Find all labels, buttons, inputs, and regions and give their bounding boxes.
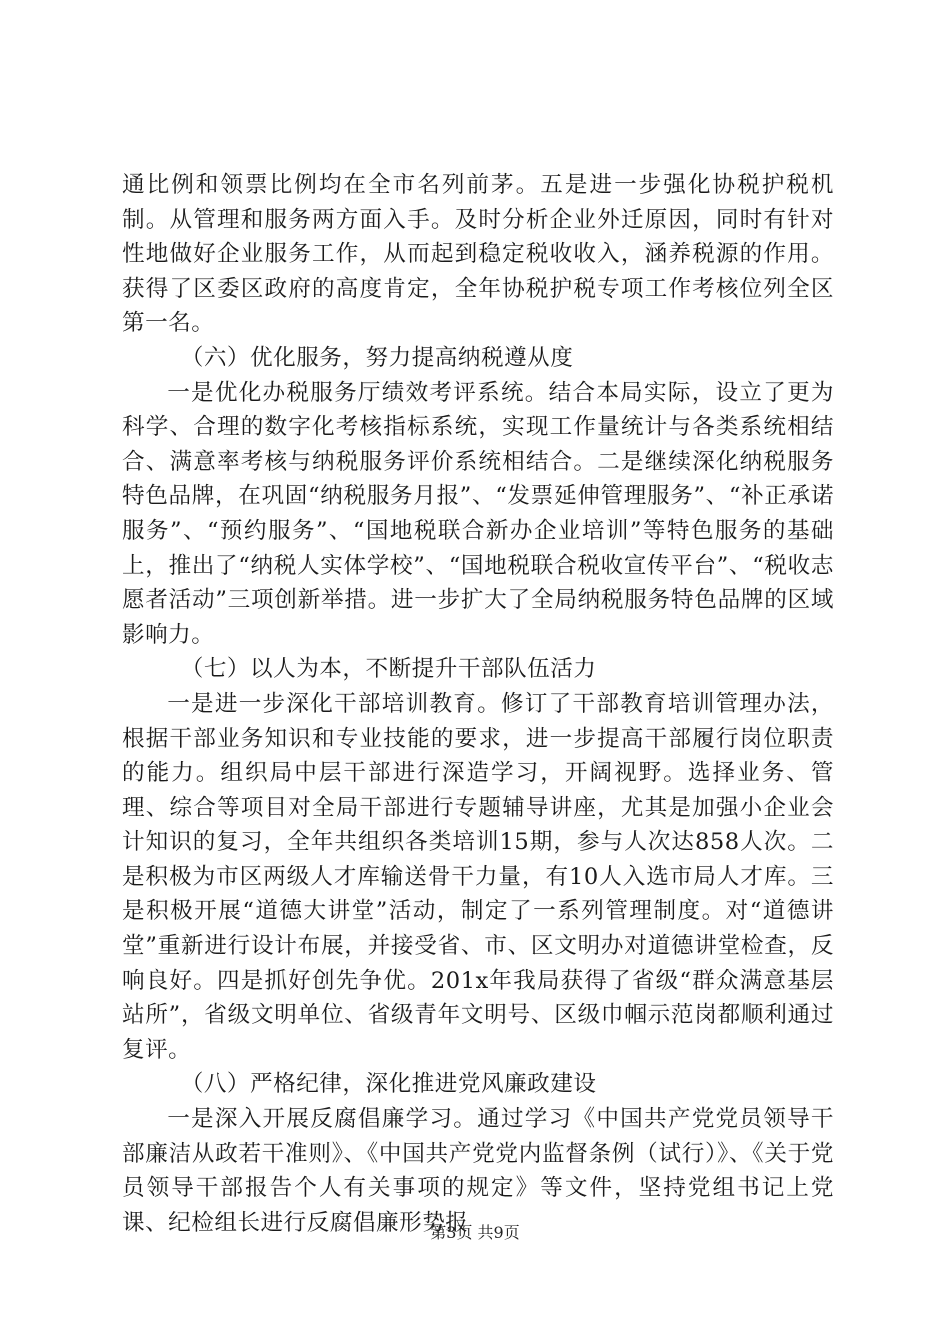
paragraph-service-optimization: 一是优化办税服务厅绩效考评系统。结合本局实际，设立了更为科学、合理的数字化考核指标系统，实现工作量统计与各类系统相结合、满意率考核与纳税服务评价系统相结合。二是继续深化纳税服务特色品牌，在巩固“纳税服务月报”、“发票延伸管理服务”、“补正承诺服务”、“预约服务”、“国地税联合新办企业培训”等特色服务的基础上，推出了“纳税人实体学校”、“国地税联合税收宣传平台”、“税收志愿者活动”三项创新举措。进一步扩大了全局纳税服务特色品牌的区域影响力。 [122, 379, 834, 648]
paragraph-anti-corruption: 一是深入开展反腐倡廉学习。通过学习《中国共产党党员领导干部廉洁从政若干准则》、《中国共产党党内监督条例（试行）》、《关于党员领导干部报告个人有关事项的规定》等文件，坚持党组书记上党课、纪检组长进行反腐倡廉形势报 [122, 1106, 834, 1236]
section-heading-7: （七）以人为本，不断提升干部队伍活力 [180, 656, 597, 683]
page-number-footer: 第3页 共9页 [430, 1223, 520, 1242]
section-heading-8: （八）严格纪律，深化推进党风廉政建设 [180, 1071, 597, 1098]
document-body [122, 168, 834, 1240]
paragraph-tax-cooperation: 通比例和领票比例均在全市名列前茅。五是进一步强化协税护税机制。从管理和服务两方面入手。及时分析企业外迁原因，同时有针对性地做好企业服务工作，从而起到稳定税收收入，涵养税源的作用。获得了区委区政府的高度肯定，全年协税护税专项工作考核位列全区第一名。 [122, 172, 834, 337]
section-heading-6: （六）优化服务，努力提高纳税遵从度 [180, 344, 574, 371]
paragraph-staff-training: 一是进一步深化干部培训教育。修订了干部教育培训管理办法，根据干部业务知识和专业技能的要求，进一步提高干部履行岗位职责的能力。组织局中层干部进行深造学习，开阔视野。选择业务、管理、综合等项目对全局干部进行专题辅导讲座，尤其是加强小企业会计知识的复习，全年共组织各类培训15期，参与人次达858人次。二是积极为市区两级人才库输送骨干力量，有10人入选市局人才库。三是积极开展“道德大讲堂”活动，制定了一系列管理制度。对“道德讲堂”重新进行设计布展，并接受省、市、区文明办对道德讲堂检查，反响良好。四是抓好创先争优。201x年我局获得了省级“群众满意基层站所”，省级文明单位、省级青年文明号、区级巾帼示范岗都顺利通过复评。 [122, 690, 834, 1063]
